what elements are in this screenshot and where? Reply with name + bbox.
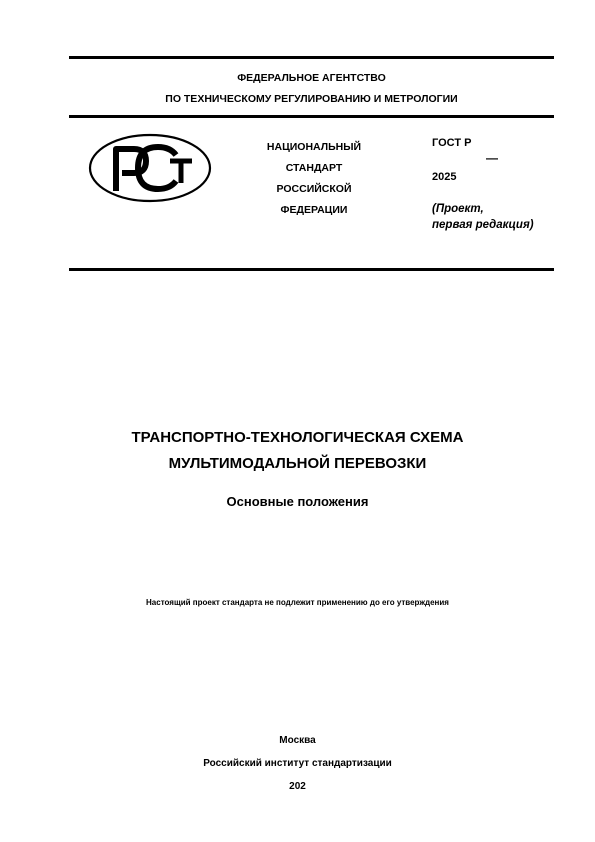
imprint-city: Москва: [279, 735, 316, 746]
document-subtitle: Основные положения: [226, 494, 369, 509]
top-divider: [69, 56, 554, 59]
imprint-publisher: Российский институт стандартизации: [203, 758, 392, 769]
agency-line-2: ПО ТЕХНИЧЕСКОМУ РЕГУЛИРОВАНИЮ И МЕТРОЛОГИИ: [165, 93, 458, 105]
standard-type-line-1: НАЦИОНАЛЬНЫЙ: [266, 141, 362, 153]
national-standard-block: [244, 137, 384, 221]
standard-type-line-4: ФЕДЕРАЦИИ: [280, 204, 348, 216]
draft-edition-note-line-1: (Проект,: [432, 203, 484, 215]
draft-notice: Настоящий проект стандарта не подлежит применению до его утверждения: [146, 598, 449, 607]
imprint: [40, 729, 555, 798]
draft-edition-note-line-2: первая редакция): [432, 219, 534, 231]
agency-header: [69, 68, 554, 110]
draft-edition-note: [432, 201, 534, 233]
rst-certification-mark-icon: [88, 133, 212, 203]
document-title: [40, 425, 555, 477]
document-title-line-1: ТРАНСПОРТНО-ТЕХНОЛОГИЧЕСКАЯ СХЕМА: [131, 429, 464, 446]
agency-line-1: ФЕДЕРАЛЬНОЕ АГЕНТСТВО: [237, 72, 386, 84]
imprint-year: 202: [289, 781, 306, 792]
gost-designation-label: ГОСТ Р: [432, 137, 472, 149]
standard-type-line-2: СТАНДАРТ: [285, 162, 343, 174]
middle-divider: [69, 115, 554, 118]
document-title-line-2: МУЛЬТИМОДАЛЬНОЙ ПЕРЕВОЗКИ: [168, 455, 427, 472]
bottom-divider: [69, 268, 554, 271]
gost-year: 2025: [432, 171, 457, 183]
standard-type-line-3: РОССИЙСКОЙ: [276, 183, 352, 195]
gost-number-placeholder: —: [486, 151, 498, 165]
